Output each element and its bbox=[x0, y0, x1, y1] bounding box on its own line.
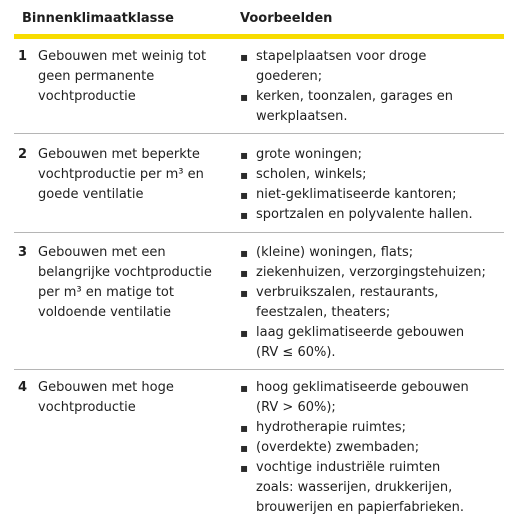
table-row bbox=[14, 134, 504, 233]
column-header-examples: Voorbeelden bbox=[240, 11, 333, 26]
list-item: ▪ niet-geklimatiseerde kantoren; bbox=[238, 185, 500, 205]
list-item: ▪ kerken, toonzalen, garages en werkplaatsen. bbox=[240, 89, 454, 124]
list-item: ▪ grote woningen; bbox=[238, 145, 500, 165]
list-item: ▪ stapelplaatsen voor droge goederen; bbox=[240, 49, 427, 84]
list-item: ▪ hydrotherapie ruimtes; bbox=[238, 418, 478, 438]
list-item: ▪ vochtige industriële ruimten zoals: wasserijen, drukkerijen, brouwerijen en papierfabrieken. bbox=[240, 460, 465, 515]
examples-list bbox=[238, 47, 468, 127]
column-header-class: Binnenklimaatklasse bbox=[22, 11, 174, 26]
table-row bbox=[14, 39, 504, 134]
examples-list bbox=[238, 243, 493, 363]
table-row bbox=[14, 370, 504, 520]
bullet-icon: ▪ bbox=[240, 90, 249, 104]
class-description: Gebouwen met weinig tot geen permanente vochtproductie bbox=[38, 49, 207, 104]
class-number: 1 bbox=[18, 49, 28, 64]
climate-class-table bbox=[14, 0, 504, 515]
table-row bbox=[14, 233, 504, 370]
bullet-icon: ▪ bbox=[240, 266, 249, 280]
table-header bbox=[14, 0, 504, 34]
list-item: ▪ ziekenhuizen, verzorgingstehuizen; bbox=[238, 263, 493, 283]
class-number: 4 bbox=[18, 380, 28, 395]
list-item: ▪ scholen, winkels; bbox=[238, 165, 500, 185]
list-item: ▪ laag geklimatiseerde gebouwen (RV ≤ 60%). bbox=[240, 325, 465, 360]
examples-list bbox=[238, 378, 478, 518]
bullet-icon: ▪ bbox=[240, 461, 249, 475]
bullet-icon: ▪ bbox=[240, 148, 249, 162]
bullet-icon: ▪ bbox=[240, 441, 249, 455]
bullet-icon: ▪ bbox=[240, 208, 249, 222]
class-description: Gebouwen met hoge vochtproductie bbox=[38, 380, 174, 415]
bullet-icon: ▪ bbox=[240, 421, 249, 435]
list-item: ▪ verbruikszalen, restaurants, feestzalen, theaters; bbox=[240, 285, 439, 320]
examples-list bbox=[238, 145, 500, 225]
class-number: 2 bbox=[18, 147, 28, 162]
bullet-icon: ▪ bbox=[240, 286, 249, 300]
class-description: Gebouwen met een belangrijke vochtproductie per m³ en matige tot voldoende ventilatie bbox=[38, 245, 212, 320]
list-item: ▪ hoog geklimatiseerde gebouwen (RV > 60%); bbox=[240, 380, 469, 415]
list-item: ▪ sportzalen en polyvalente hallen. bbox=[238, 205, 500, 225]
bullet-icon: ▪ bbox=[240, 168, 249, 182]
class-description: Gebouwen met beperkte vochtproductie per m³ en goede ventilatie bbox=[38, 147, 204, 202]
list-item: ▪ (kleine) woningen, flats; bbox=[238, 243, 493, 263]
class-number: 3 bbox=[18, 245, 28, 260]
bullet-icon: ▪ bbox=[240, 50, 249, 64]
bullet-icon: ▪ bbox=[240, 381, 249, 395]
bullet-icon: ▪ bbox=[240, 246, 249, 260]
list-item: ▪ (overdekte) zwembaden; bbox=[238, 438, 478, 458]
bullet-icon: ▪ bbox=[240, 326, 249, 340]
bullet-icon: ▪ bbox=[240, 188, 249, 202]
